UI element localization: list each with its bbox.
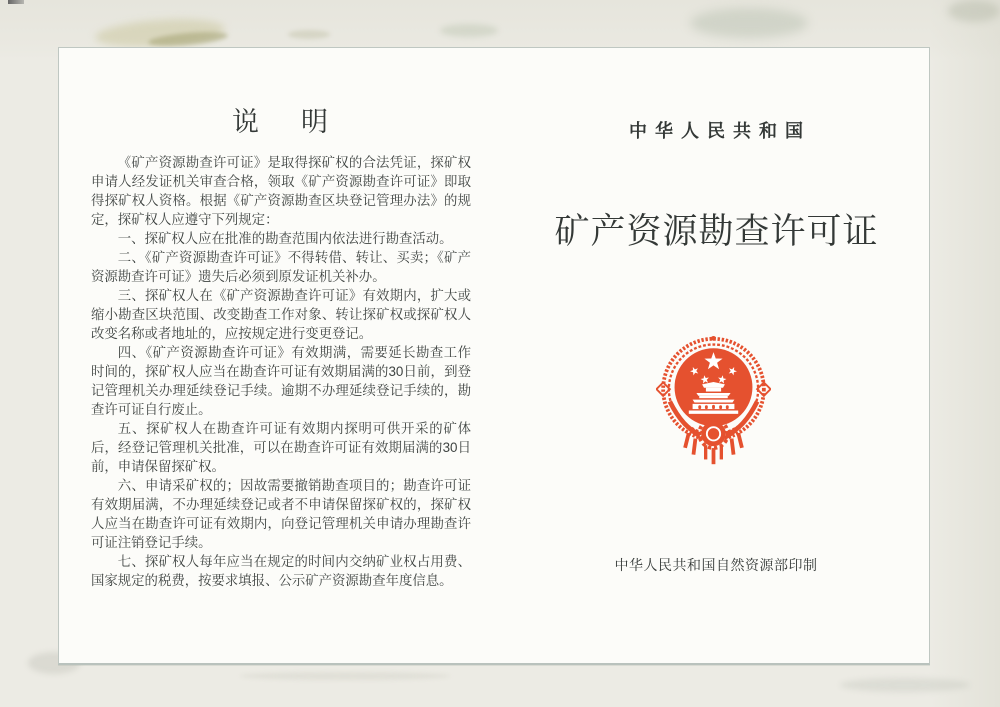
instruction-paragraph: 五、探矿权人在勘查许可证有效期内探明可供开采的矿体后，经登记管理机关批准，可以在勘查许可证有效期届满的30日前，申请保留探矿权。 <box>91 421 471 474</box>
instruction-paragraph: 七、探矿权人每年应当在规定的时间内交纳矿业权占用费、国家规定的税费，按要求填报、公示矿产资源勘查年度信息。 <box>91 554 471 588</box>
scan-smudge <box>94 15 225 50</box>
instructions-title: 说明 <box>232 107 370 137</box>
instruction-paragraph: 《矿产资源勘查许可证》是取得探矿权的合法凭证，探矿权申请人经发证机关审查合格，领取《矿产资源勘查许可证》即取得探矿权人资格。根据《矿产资源勘查区块登记管理办法》的规定，探矿权人应遵守下列规定： <box>91 155 471 227</box>
country-name: 中华人民共和国 <box>629 121 811 141</box>
instruction-paragraph: 三、探矿权人在《矿产资源勘查许可证》有效期内，扩大或缩小勘查区块范围、改变勘查工作对象、转让探矿权或探矿权人改变名称或者地址的，应按规定进行变更登记。 <box>91 288 471 341</box>
scan-smudge <box>690 8 808 38</box>
instructions-body <box>91 153 471 590</box>
certificate-title: 矿产资源勘查许可证 <box>554 212 879 251</box>
scan-smudge <box>948 0 1000 22</box>
instruction-paragraph: 一、探矿权人应在批准的勘查范围内依法进行勘查活动。 <box>117 231 453 246</box>
scan-smudge <box>440 24 498 37</box>
instruction-paragraph: 六、申请采矿权的；因故需要撤销勘查项目的；勘查许可证有效期届满，不办理延续登记或者不申请保留探矿权的，探矿权人应当在勘查许可证有效期内，向登记管理机关申请办理勘查许可证注销登记手续。 <box>91 478 471 550</box>
scan-smudge <box>240 672 450 680</box>
prc-national-emblem-icon <box>656 335 771 468</box>
certificate-sheet <box>58 47 930 665</box>
instruction-paragraph: 二、《矿产资源勘查许可证》不得转借、转让、买卖；《矿产资源勘查许可证》遗失后必须到原发证机关补办。 <box>91 250 471 284</box>
scan-smudge <box>840 678 970 692</box>
issuer-line: 中华人民共和国自然资源部印制 <box>614 557 818 573</box>
scan-smudge <box>148 30 229 49</box>
scan-edge-bar <box>8 0 24 4</box>
scan-smudge <box>288 30 330 39</box>
instruction-paragraph: 四、《矿产资源勘查许可证》有效期满，需要延长勘查工作时间的，探矿权人应当在勘查许可证有效期届满的30日前，到登记管理机关办理延续登记手续。逾期不办理延续登记手续的，勘查许可证自行废止。 <box>91 345 471 417</box>
